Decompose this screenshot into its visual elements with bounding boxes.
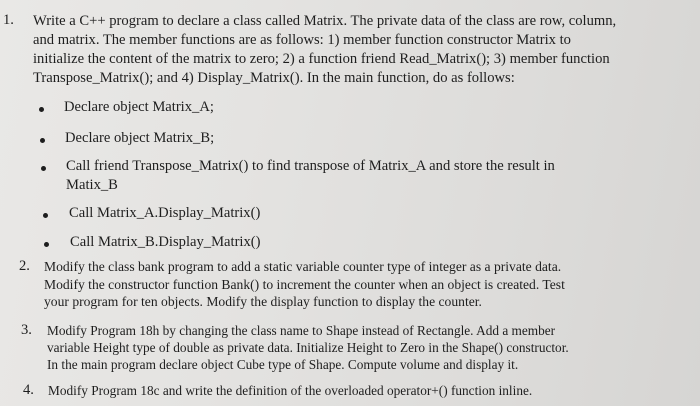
bullet-item-4-line-1: Call Matrix_A.Display_Matrix() <box>69 205 261 221</box>
bullet-item-3-line-1: Call friend Transpose_Matrix() to find transpose of Matrix_A and store the result in <box>66 158 555 174</box>
question-3-number: 3. <box>21 322 32 338</box>
bullet-item-1-line-1: Declare object Matrix_A; <box>64 99 214 115</box>
bullet-dot <box>40 138 45 143</box>
bullet-item-3 <box>66 157 555 195</box>
question-1-number: 1. <box>3 12 14 28</box>
bullet-item-5-line-1: Call Matrix_B.Display_Matrix() <box>70 234 261 250</box>
bullet-item-5 <box>70 233 261 252</box>
bullet-dot <box>41 166 46 171</box>
bullet-item-2 <box>65 129 214 148</box>
question-4-text <box>48 382 532 399</box>
question-3-line-3: In the main program declare object Cube type of Shape. Compute volume and display it. <box>47 357 519 372</box>
question-3-text <box>47 322 569 373</box>
question-2-text <box>44 258 565 311</box>
bullet-item-4 <box>69 204 260 223</box>
bullet-dot <box>43 213 48 218</box>
question-2-number: 2. <box>19 258 30 274</box>
question-2-line-2: Modify the constructor function Bank() to increment the counter when an object is created. Test <box>44 276 565 292</box>
question-2-line-3: your program for ten objects. Modify the display function to display the counter. <box>44 294 482 309</box>
question-1-line-4: Transpose_Matrix(); and 4) Display_Matrix(). In the main function, do as follows: <box>33 70 515 86</box>
bullet-item-1 <box>64 98 214 117</box>
bullet-dot <box>44 242 49 247</box>
bullet-item-2-line-1: Declare object Matrix_B; <box>65 130 215 146</box>
question-1-line-1: Write a C++ program to declare a class called Matrix. The private data of the class are row, column, <box>33 13 617 29</box>
bullet-item-3-line-2: Matix_B <box>66 177 118 193</box>
bullet-dot <box>39 107 44 112</box>
question-4-number: 4. <box>23 382 34 398</box>
question-1-line-3: initialize the content of the matrix to zero; 2) a function friend Read_Matrix(); 3) member function <box>33 51 610 67</box>
question-3-line-2: variable Height type of double as private data. Initialize Height to Zero in the Shape() constructor. <box>47 340 569 355</box>
question-1-line-2: and matrix. The member functions are as follows: 1) member function constructor Matrix to <box>33 32 571 48</box>
question-3-line-1: Modify Program 18h by changing the class name to Shape instead of Rectangle. Add a member <box>47 323 556 338</box>
question-4-line-1: Modify Program 18c and write the definition of the overloaded operator+() function inline. <box>48 383 533 398</box>
question-1-text <box>33 12 616 88</box>
question-2-line-1: Modify the class bank program to add a static variable counter type of integer as a private data. <box>44 259 562 274</box>
